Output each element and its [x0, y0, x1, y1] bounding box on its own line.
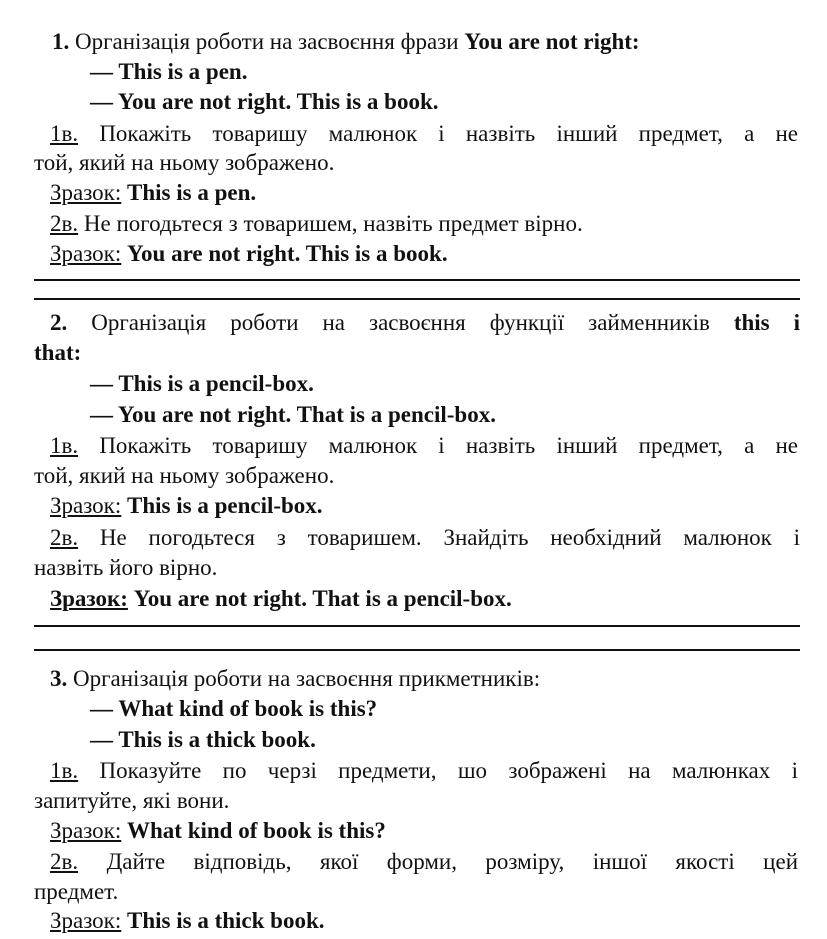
section-3-dialog-line-2: — This is a thick book.	[90, 727, 316, 752]
section-1-heading: 1. Організація роботи на засвоєння фрази You are not right:	[52, 29, 640, 54]
section-2-dialog-line-1: — This is a pencil-box.	[90, 371, 314, 396]
section-2-task-1-line-2: той, який на ньому зображено.	[34, 463, 335, 488]
section-3-task-2-line-2: предмет.	[34, 879, 119, 904]
section-2-dialog-line-2: — You are not right. That is a pencil-box.	[90, 402, 496, 427]
section-3-heading: 3. Організація роботи на засвоєння прикметників:	[50, 666, 541, 691]
section-1-task-2: 2в. Не погодьтеся з товаришем, назвіть предмет вірно.	[50, 211, 583, 236]
section-2-example-2: Зразок: You are not right. That is a pencil-box.	[50, 586, 512, 611]
section-2-heading-line-2: that:	[34, 340, 82, 365]
section-1-dialog-line-2: — You are not right. This is a book.	[90, 89, 439, 114]
section-3-example-1: Зразок: What kind of book is this?	[50, 818, 386, 843]
section-2-task-1-line-1: 1в. Покажіть товаришу малюнок і назвіть інший предмет, а не	[50, 433, 798, 458]
section-1-task-1-line-1: 1в. Покажіть товаришу малюнок і назвіть інший предмет, а не	[50, 121, 798, 146]
section-1-task-1-line-2: той, який на ньому зображено.	[34, 150, 335, 175]
section-2-example-1: Зразок: This is a pencil-box.	[50, 493, 323, 518]
section-1-example-2: Зразок: You are not right. This is a book.	[50, 241, 448, 266]
section-2-task-2-line-1: 2в. Не погодьтеся з товаришем. Знайдіть необхідний малюнок і	[50, 525, 801, 550]
section-3-example-2: Зразок: This is a thick book.	[50, 908, 325, 933]
divider-line	[34, 649, 800, 651]
divider-line	[34, 625, 800, 627]
section-1-dialog-line-1: — This is a pen.	[90, 59, 248, 84]
section-2-heading-line-1: 2. Організація роботи на засвоєння функції займенників this i	[50, 310, 800, 335]
divider-line	[34, 298, 800, 300]
section-3-task-1-line-1: 1в. Показуйте по черзі предмети, шо зображені на малюнках і	[50, 758, 799, 783]
section-3-task-1-line-2: запитуйте, які вони.	[34, 788, 230, 813]
section-2-task-2-line-2: назвіть його вірно.	[34, 555, 218, 580]
section-1-example-1: Зразок: This is a pen.	[50, 180, 257, 205]
section-3-dialog-line-1: — What kind of book is this?	[90, 696, 378, 721]
section-3-task-2-line-1: 2в. Дайте відповідь, якої форми, розміру, іншої якості цей	[50, 849, 799, 874]
divider-line	[34, 279, 800, 281]
